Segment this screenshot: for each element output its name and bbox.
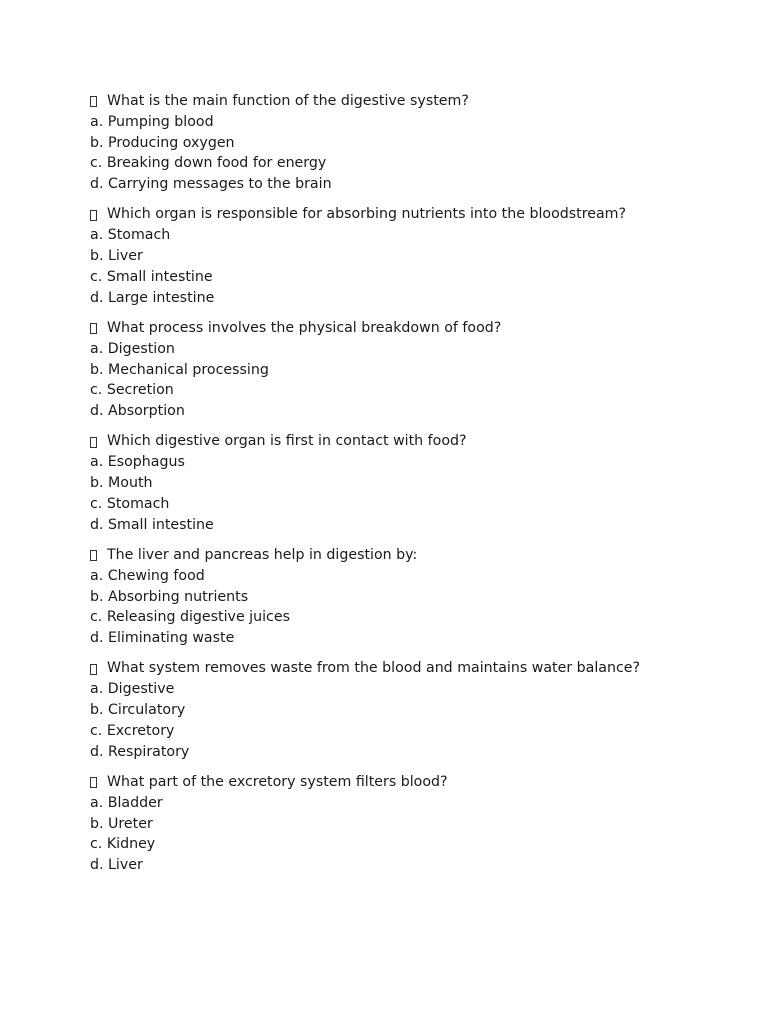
question-line bbox=[90, 658, 730, 679]
bullet-box-icon bbox=[90, 777, 97, 788]
option-b: b. Absorbing nutrients bbox=[90, 588, 249, 605]
option-c: c. Secretion bbox=[90, 382, 174, 399]
bullet-box-icon bbox=[90, 323, 97, 334]
question-line bbox=[90, 545, 730, 566]
option-d: d. Carrying messages to the brain bbox=[90, 176, 332, 193]
option-c: c. Breaking down food for energy bbox=[90, 155, 327, 172]
option-a: a. Digestion bbox=[90, 340, 175, 357]
option-d: d. Large intestine bbox=[90, 289, 215, 306]
option-b: b. Liver bbox=[90, 248, 143, 265]
option-a: a. Pumping blood bbox=[90, 113, 214, 130]
question-block bbox=[90, 318, 730, 422]
question-block bbox=[90, 431, 730, 535]
option-a: a. Stomach bbox=[90, 227, 171, 244]
option-b: b. Ureter bbox=[90, 815, 153, 832]
question-text: What part of the excretory system filters blood? bbox=[107, 773, 448, 790]
option-d: d. Liver bbox=[90, 857, 143, 874]
question-block bbox=[90, 204, 730, 308]
question-block bbox=[90, 658, 730, 762]
option-c: c. Kidney bbox=[90, 836, 156, 853]
option-d: d. Eliminating waste bbox=[90, 630, 235, 647]
question-text: What is the main function of the digestive system? bbox=[107, 93, 469, 109]
question-text: What system removes waste from the blood and maintains water balance? bbox=[107, 660, 641, 677]
bullet-box-icon bbox=[90, 550, 97, 561]
option-c: c. Releasing digestive juices bbox=[90, 609, 290, 626]
option-b: b. Producing oxygen bbox=[90, 134, 235, 151]
question-block bbox=[90, 545, 730, 649]
question-text: Which organ is responsible for absorbing nutrients into the bloodstream? bbox=[107, 206, 627, 223]
option-a: a. Chewing food bbox=[90, 567, 205, 584]
option-d: d. Respiratory bbox=[90, 743, 190, 760]
option-b: b. Mouth bbox=[90, 475, 153, 492]
question-block bbox=[90, 772, 730, 876]
option-c: c. Stomach bbox=[90, 495, 170, 512]
bullet-box-icon bbox=[90, 664, 97, 675]
question-text: The liver and pancreas help in digestion by: bbox=[107, 546, 418, 563]
question-line bbox=[90, 772, 730, 793]
question-block bbox=[90, 91, 730, 195]
option-a: a. Digestive bbox=[90, 681, 175, 698]
question-text: What process involves the physical breakdown of food? bbox=[107, 319, 502, 336]
option-d: d. Absorption bbox=[90, 403, 185, 420]
question-text: Which digestive organ is first in contact with food? bbox=[107, 433, 467, 450]
option-b: b. Circulatory bbox=[90, 702, 186, 719]
option-a: a. Bladder bbox=[90, 794, 163, 811]
option-c: c. Small intestine bbox=[90, 268, 213, 285]
quiz-document bbox=[90, 91, 730, 885]
question-line bbox=[90, 318, 730, 339]
bullet-box-icon bbox=[90, 96, 97, 107]
question-line bbox=[90, 91, 730, 112]
question-line bbox=[90, 204, 730, 225]
bullet-box-icon bbox=[90, 210, 97, 221]
option-c: c. Excretory bbox=[90, 722, 175, 739]
option-d: d. Small intestine bbox=[90, 516, 214, 533]
option-a: a. Esophagus bbox=[90, 454, 185, 471]
option-b: b. Mechanical processing bbox=[90, 361, 269, 378]
bullet-box-icon bbox=[90, 437, 97, 448]
question-line bbox=[90, 431, 730, 452]
